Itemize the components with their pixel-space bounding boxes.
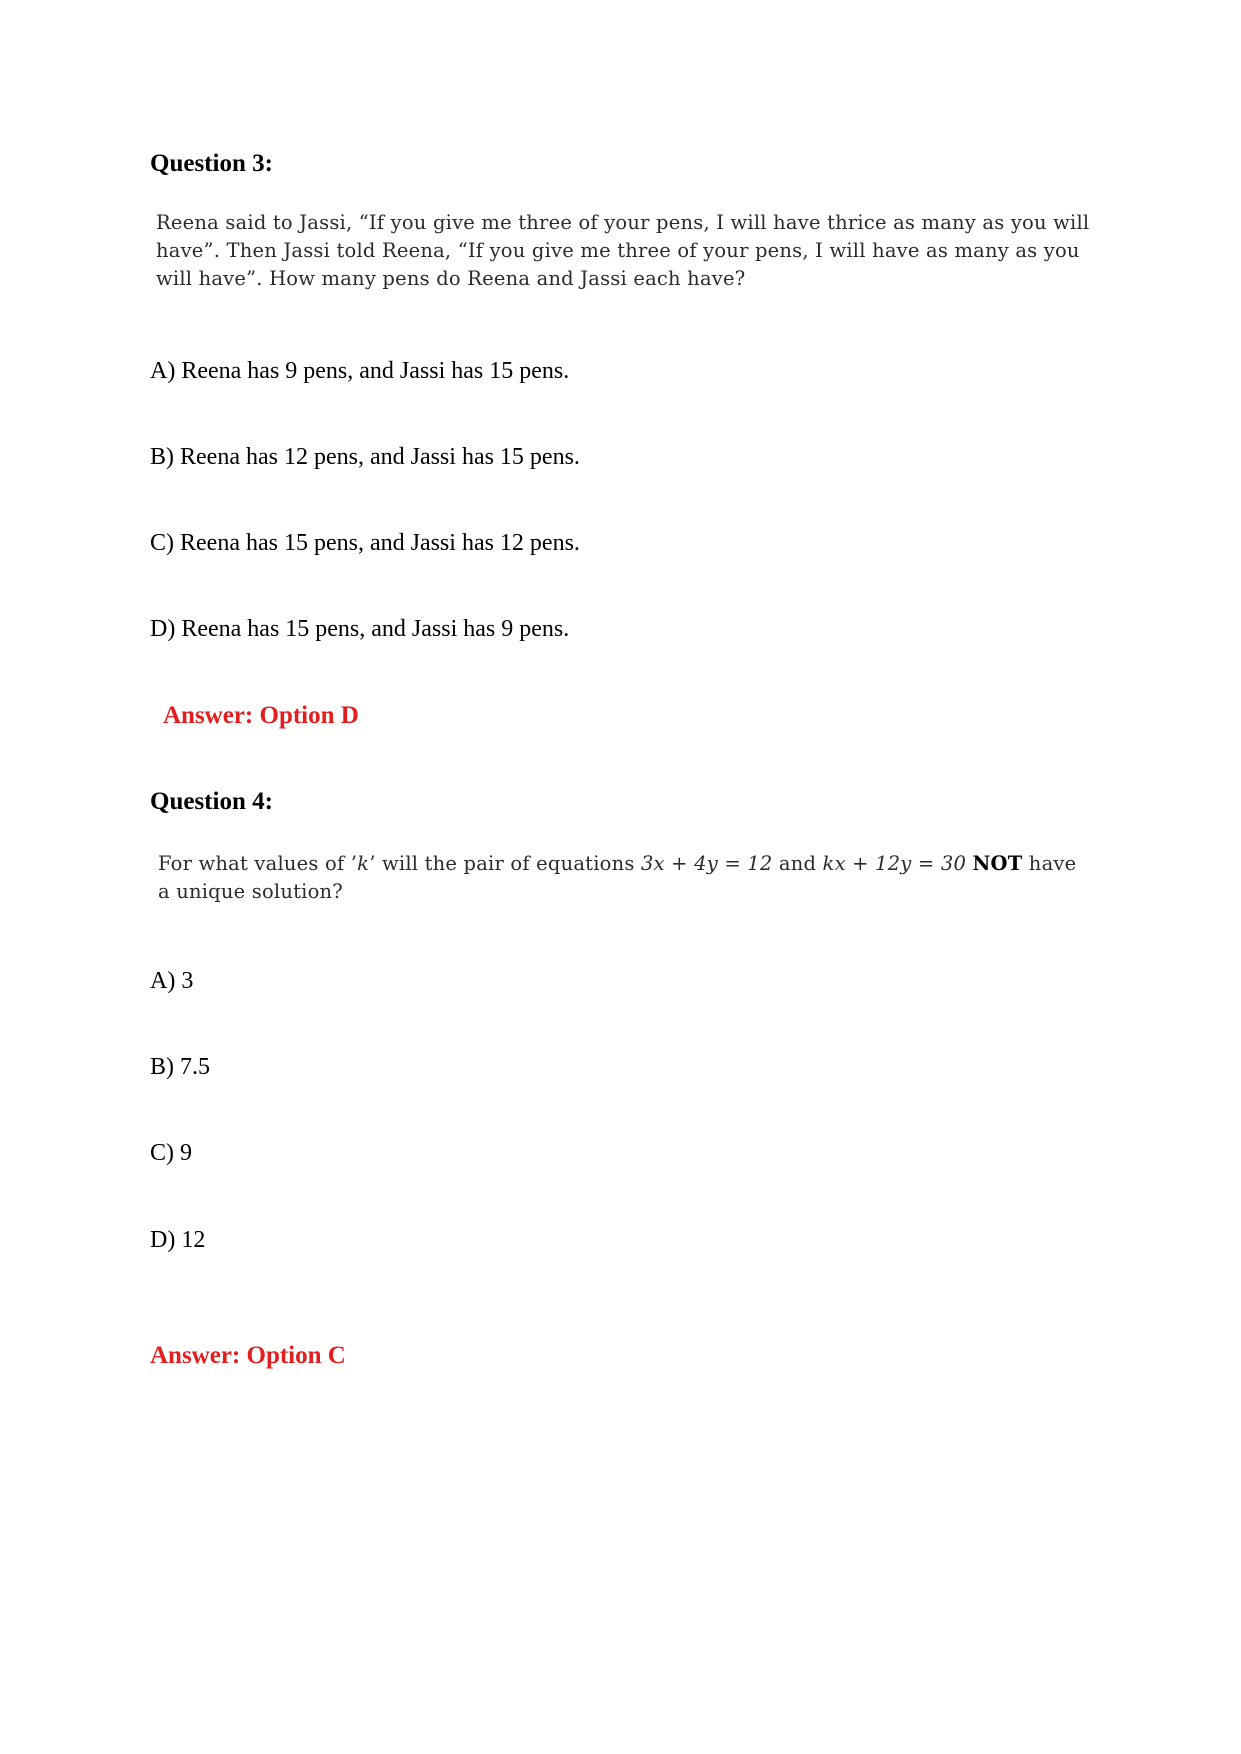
question-4-option-a: A) 3 bbox=[150, 968, 194, 994]
equation-2: kx + 12y = 30 bbox=[822, 852, 967, 875]
prompt-text: ’ will the pair of equations bbox=[369, 852, 641, 875]
prompt-text: For what values of ’ bbox=[158, 852, 358, 875]
question-3-title: Question 3: bbox=[150, 150, 273, 177]
question-3-prompt-line: Reena said to Jassi, “If you give me three of your pens, I will have thrice as many as you will bbox=[156, 211, 1090, 234]
question-3-option-d: D) Reena has 15 pens, and Jassi has 9 pens. bbox=[150, 616, 570, 642]
question-3-option-c: C) Reena has 15 pens, and Jassi has 12 pens. bbox=[150, 530, 580, 556]
question-4-prompt-line-2: a unique solution? bbox=[158, 880, 343, 903]
question-4-prompt-line-1 bbox=[158, 850, 1098, 878]
emphasis-not: NOT bbox=[972, 852, 1023, 875]
question-4-prompt bbox=[158, 850, 1098, 906]
question-4-option-c: C) 9 bbox=[150, 1140, 192, 1166]
question-3-option-a: A) Reena has 9 pens, and Jassi has 15 pens. bbox=[150, 358, 570, 384]
question-3-prompt-line: have”. Then Jassi told Reena, “If you give me three of your pens, I will have as many as you bbox=[156, 239, 1080, 262]
prompt-text: and bbox=[772, 852, 823, 875]
question-3-answer: Answer: Option D bbox=[163, 702, 359, 729]
question-3-prompt-line: will have”. How many pens do Reena and Jassi each have? bbox=[156, 267, 746, 290]
question-4-option-d: D) 12 bbox=[150, 1227, 206, 1253]
question-3-option-b: B) Reena has 12 pens, and Jassi has 15 pens. bbox=[150, 444, 580, 470]
question-4-option-b: B) 7.5 bbox=[150, 1054, 210, 1080]
equation-1: 3x + 4y = 12 bbox=[640, 852, 773, 875]
variable-k: k bbox=[357, 852, 370, 875]
question-4-title: Question 4: bbox=[150, 788, 273, 815]
prompt-text: have bbox=[1022, 852, 1077, 875]
question-4-answer: Answer: Option C bbox=[150, 1342, 346, 1369]
question-3-prompt bbox=[156, 209, 1096, 293]
